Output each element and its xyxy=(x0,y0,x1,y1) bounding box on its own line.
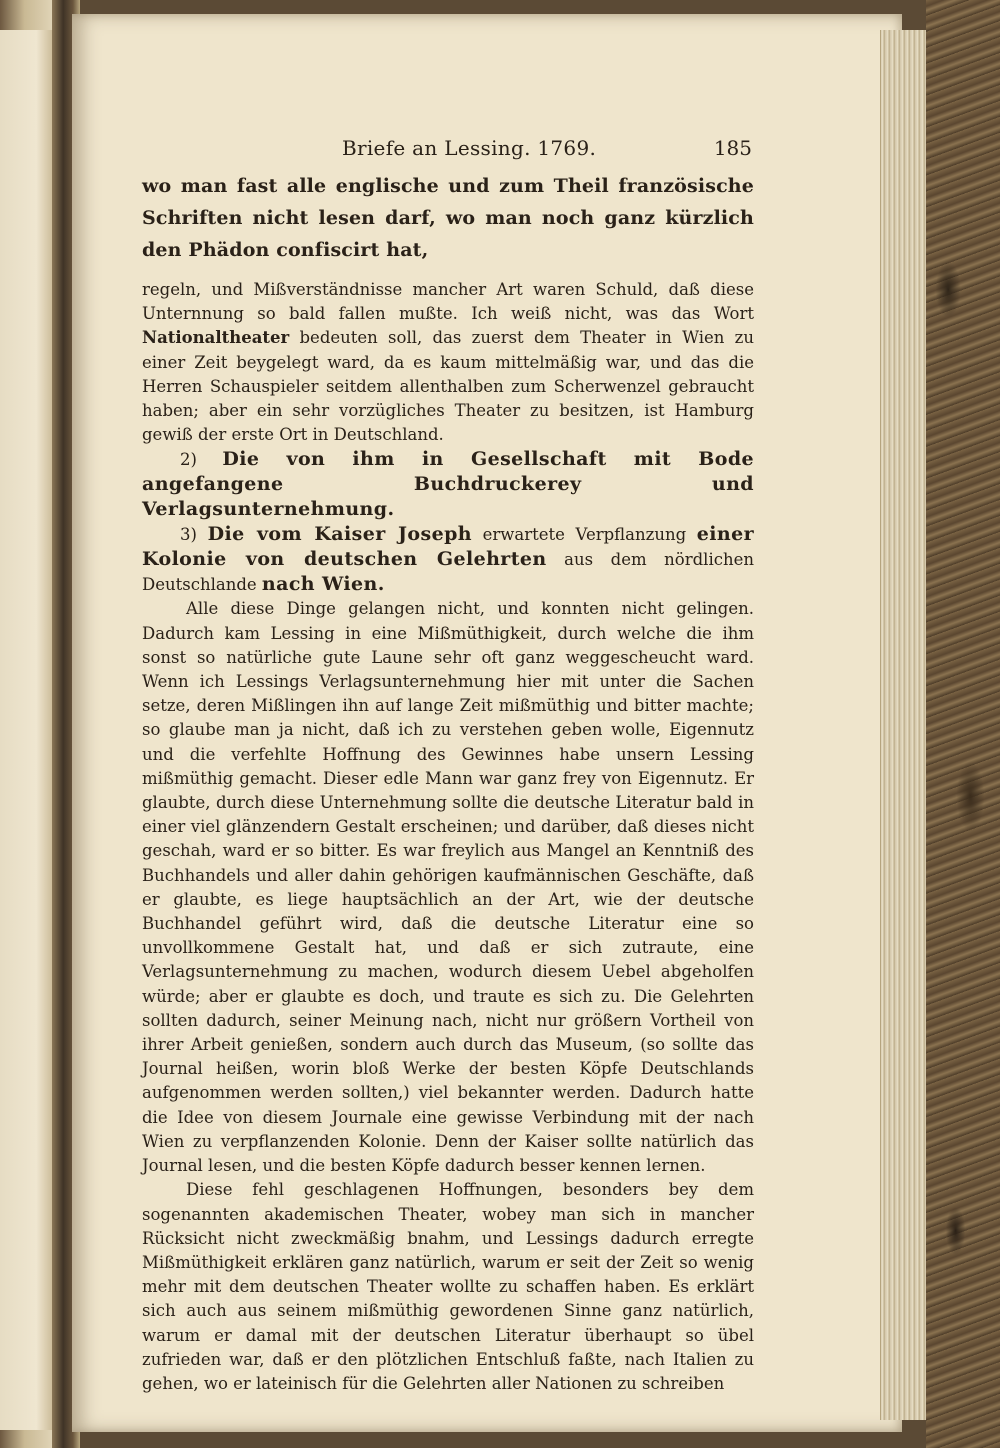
running-head xyxy=(142,136,754,170)
list-item-3-plain-a: erwartete Verpflanzung xyxy=(471,525,697,545)
paragraph-2: Alle diese Dinge gelangen nicht, und konnten nicht gelingen. Dadurch kam Lessing in eine Mißmüthigkeit, durch welche die ihm sonst so natürliche gute Laune sehr oft ganz weggescheucht ward. Wenn ich Lessings Verlagsunternehmung hier mit unter die Sachen setze, deren Mißlingen ihn auf lange Zeit mißmüthig und bitter machte; so glaube man ja nicht, daß ich zu verstehen geben wolle, Eigennutz und die verfehlte Hoffnung des Gewinnes habe unsern Lessing mißmüthig gemacht. Dieser edle Mann war ganz frey von Eigennutz. Er glaubte, durch diese Unternehmung sollte die deutsche Literatur bald in einer viel glänzendern Gestalt erscheinen; und darüber, daß dieses nicht geschah, ward er so bitter. Es war freylich aus Mangel an Kenntniß des Buchhandels und aller dahin gehörigen kaufmännischen Geschäfte, daß er glaubte, es liege hauptsächlich an der Art, wie der deutsche Buchhandel geführt wird, daß die deutsche Literatur eine so unvollkommene Gestalt hat, und daß er sich zutraute, eine Verlagsunternehmung zu machen, wodurch diesem Uebel abgeholfen würde; aber er glaubte es doch, und traute es sich zu. Die Gelehrten sollten dadurch, seiner Meinung nach, nicht nur größern Vortheil von ihrer Arbeit genießen, sondern auch durch das Museum, (so sollte das Journal heißen, worin bloß Werke der besten Köpfe Deutschlands aufgenommen werden sollten,) viel bekannter werden. Dadurch hatte die Idee von diesem Journale eine gewisse Verbindung mit der nach Wien zu verpflanzenden Kolonie. Denn der Kaiser sollte natürlich das Journal lesen, und die besten Köpfe dadurch besser kennen lernen. xyxy=(142,599,754,1176)
paragraph-1-text-a: regeln, und Mißverständnisse mancher Art waren Schuld, daß diese Unternnung so bald fallen mußte. Ich weiß nicht, was das Wort xyxy=(142,280,754,324)
list-item-3-bold-b: einer Kolonie von deutschen Gelehrten xyxy=(142,523,754,571)
list-item-3-bold-a: Die vom Kaiser Joseph xyxy=(207,523,472,546)
marbled-cover xyxy=(926,0,1000,1448)
list-item-2-text: Die von ihm in Gesellschaft mit Bode angefangene Buchdruckerey und Verlagsunternehmung. xyxy=(142,448,754,521)
running-head-title: Briefe an Lessing. 1769. xyxy=(342,136,597,160)
paragraph-1 xyxy=(142,278,754,447)
list-item-3-bold-c: nach Wien. xyxy=(261,573,385,596)
page-text-block xyxy=(142,136,754,1396)
list-item-2 xyxy=(142,447,754,522)
bold-intro-text: wo man fast alle englische und zum Theil französische Schriften nicht lesen darf, wo man noch ganz kürzlich den Phädon confiscirt hat, xyxy=(142,175,754,261)
paragraph-1-text-b: bedeuten soll, das zuerst dem Theater in Wien zu einer Zeit beygelegt ward, da es kaum mittelmäßig war, und das die Herren Schauspieler seitdem allenthalben zum Scherwenzel gebraucht haben; aber ein sehr vorzügliches Theater zu besitzen, ist Hamburg gewiß der erste Ort in Deutschland. xyxy=(142,328,754,445)
paragraph-1-emphasis: Nationaltheater xyxy=(142,328,290,348)
list-item-3 xyxy=(142,522,754,597)
facing-page-edge xyxy=(0,30,52,1430)
paragraph-3: Diese fehl geschlagenen Hoffnungen, besonders bey dem sogenannten akademischen Theater, wobey man sich in mancher Rücksicht nicht zweckmäßig bnahm, und Lessings dadurch erregte Mißmüthigkeit erklären ganz natürlich, warum er seit der Zeit so wenig mehr mit dem deutschen Theater wollte zu schaffen haben. Es erklärt sich auch aus seinem mißmüthig gewordenen Sinne ganz natürlich, warum er damal mit der deutschen Literatur überhaupt so übel zufrieden war, daß er den plötzlichen Entschluß faßte, nach Italien zu gehen, wo er lateinisch für die Gelehrten aller Nationen zu schreiben xyxy=(142,1180,754,1393)
list-item-3-plain-b: aus dem nördlichen Deutschlande xyxy=(142,550,754,595)
list-item-3-number: 3) xyxy=(180,525,197,545)
page-number: 185 xyxy=(713,136,752,160)
list-item-2-number: 2) xyxy=(180,450,197,470)
page-stack-edges xyxy=(880,30,927,1420)
